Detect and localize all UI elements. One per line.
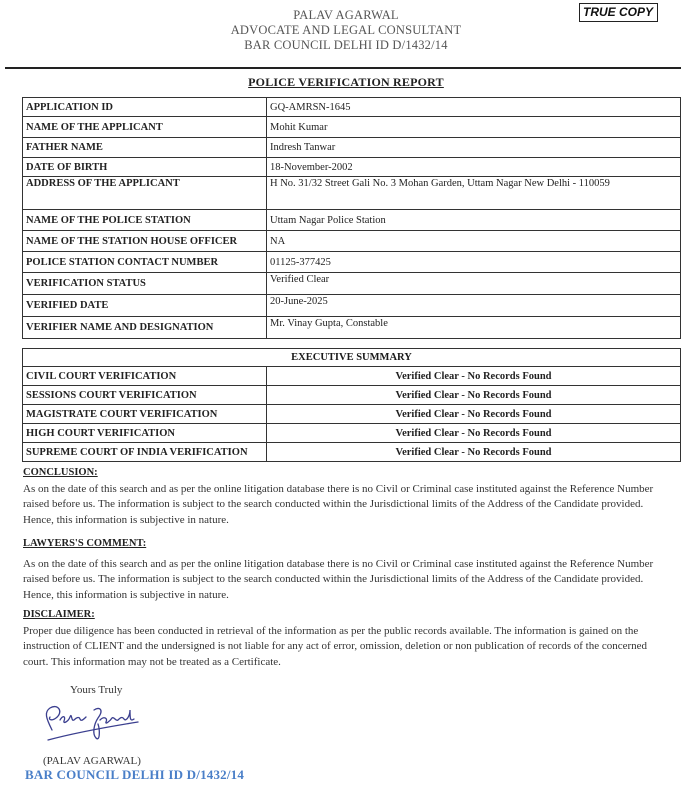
- row-label: APPLICATION ID: [23, 98, 267, 117]
- row-value: Verified Clear - No Records Found: [267, 443, 681, 462]
- table-row: [23, 424, 681, 443]
- table-row: [23, 252, 681, 273]
- table-row: [23, 177, 681, 210]
- row-value: Verified Clear - No Records Found: [267, 367, 681, 386]
- row-value: Mr. Vinay Gupta, Constable: [267, 317, 681, 339]
- row-value: Uttam Nagar Police Station: [267, 210, 681, 231]
- row-label: ADDRESS OF THE APPLICANT: [23, 177, 267, 210]
- table-row: [23, 158, 681, 177]
- table-row: [23, 443, 681, 462]
- row-label: VERIFICATION STATUS: [23, 273, 267, 295]
- lawyers-comment-heading: LAWYERS'S COMMENT:: [23, 538, 147, 549]
- row-value: Verified Clear - No Records Found: [267, 424, 681, 443]
- table-row: [23, 295, 681, 317]
- row-value: NA: [267, 231, 681, 252]
- disclaimer-text: Proper due diligence has been conducted in retrieval of the information as per the public records available. The information is gained on the instruction of CLIENT and the undersigned is not liable for any act of error, omission, deletion or non publication of records of the concerned court. This information may not be treated as a Certificate.: [23, 624, 648, 668]
- table-row: [23, 405, 681, 424]
- row-value: Verified Clear - No Records Found: [267, 405, 681, 424]
- table-row: [23, 231, 681, 252]
- row-label: VERIFIER NAME AND DESIGNATION: [23, 317, 267, 339]
- true-copy-stamp: TRUE COPY: [579, 3, 658, 22]
- lawyers-comment-section: [23, 536, 675, 603]
- advocate-title: ADVOCATE AND LEGAL CONSULTANT: [230, 23, 462, 37]
- signatory-name: (PALAV AGARWAL): [43, 755, 141, 767]
- table-row: [23, 98, 681, 117]
- details-table: [22, 97, 681, 339]
- row-label: VERIFIED DATE: [23, 295, 267, 317]
- row-value: Verified Clear - No Records Found: [267, 386, 681, 405]
- row-label: MAGISTRATE COURT VERIFICATION: [23, 405, 267, 424]
- row-label: NAME OF THE APPLICANT: [23, 117, 267, 138]
- row-value: 18-November-2002: [267, 158, 681, 177]
- row-value: 01125-377425: [267, 252, 681, 273]
- table-row: [23, 138, 681, 158]
- row-value: H No. 31/32 Street Gali No. 3 Mohan Garden, Uttam Nagar New Delhi - 110059: [267, 177, 681, 210]
- lawyers-comment-text: As on the date of this search and as per the online litigation database there is no Civil or Criminal case instituted against the Reference Number raised before us. The information is subject to the search conducted within the Jurisdictional limits of the Address of the Candidate provided. Hence, this information is subjective in nature.: [23, 557, 654, 601]
- row-value: 20-June-2025: [267, 295, 681, 317]
- table-row: [23, 273, 681, 295]
- summary-title: EXECUTIVE SUMMARY: [23, 349, 681, 367]
- row-value: Mohit Kumar: [267, 117, 681, 138]
- disclaimer-section: [23, 607, 675, 670]
- row-value: Verified Clear: [267, 273, 681, 295]
- header-divider: [5, 67, 681, 69]
- row-label: FATHER NAME: [23, 138, 267, 158]
- table-row: [23, 317, 681, 339]
- row-label: NAME OF THE POLICE STATION: [23, 210, 267, 231]
- row-label: POLICE STATION CONTACT NUMBER: [23, 252, 267, 273]
- row-label: CIVIL COURT VERIFICATION: [23, 367, 267, 386]
- table-row: [23, 210, 681, 231]
- table-row: [23, 367, 681, 386]
- row-label: SESSIONS COURT VERIFICATION: [23, 386, 267, 405]
- row-value: GQ-AMRSN-1645: [267, 98, 681, 117]
- table-row: [23, 386, 681, 405]
- summary-header-row: [23, 349, 681, 367]
- signatory-bar-id: BAR COUNCIL DELHI ID D/1432/14: [25, 767, 245, 782]
- row-label: HIGH COURT VERIFICATION: [23, 424, 267, 443]
- table-row: [23, 117, 681, 138]
- report-title: POLICE VERIFICATION REPORT: [248, 75, 444, 89]
- row-value: Indresh Tanwar: [267, 138, 681, 158]
- row-label: SUPREME COURT OF INDIA VERIFICATION: [23, 443, 267, 462]
- conclusion-section: [23, 465, 675, 528]
- executive-summary-table: [22, 348, 681, 462]
- row-label: DATE OF BIRTH: [23, 158, 267, 177]
- conclusion-heading: CONCLUSION:: [23, 467, 98, 478]
- signature-icon: [38, 700, 148, 750]
- row-label: NAME OF THE STATION HOUSE OFFICER: [23, 231, 267, 252]
- advocate-bar-id: BAR COUNCIL DELHI ID D/1432/14: [244, 38, 448, 52]
- disclaimer-heading: DISCLAIMER:: [23, 609, 95, 620]
- closing-salutation: Yours Truly: [70, 684, 123, 696]
- advocate-name: PALAV AGARWAL: [293, 8, 399, 22]
- conclusion-text: As on the date of this search and as per the online litigation database there is no Civil or Criminal case instituted against the Reference Number raised before us. The information is subject to the search conducted within the Jurisdictional limits of the Address of the Candidate provided. Hence, this information is subjective in nature.: [23, 482, 654, 526]
